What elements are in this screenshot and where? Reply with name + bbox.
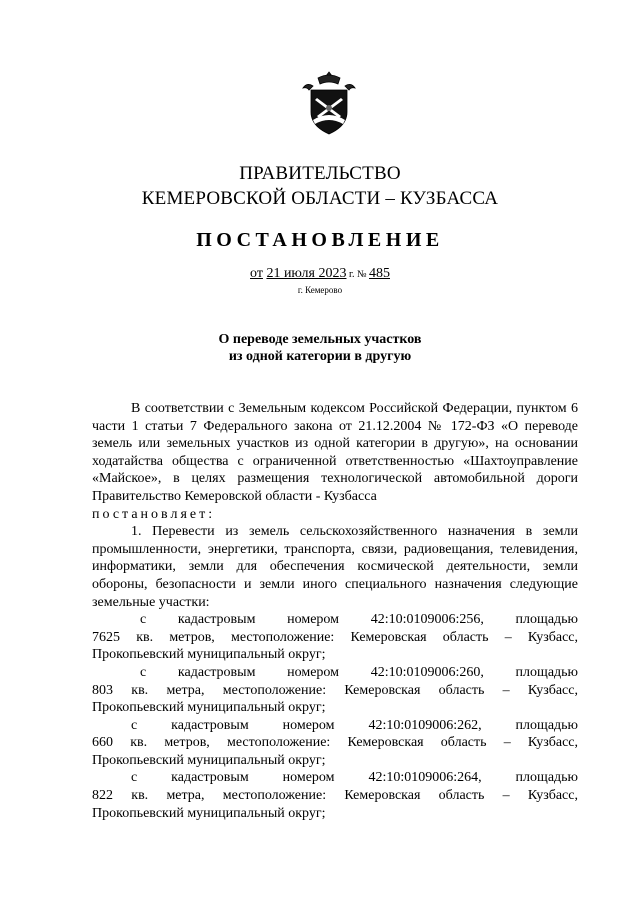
plot-entry — [92, 717, 578, 770]
plot-entry — [92, 664, 578, 717]
document-subject — [0, 331, 640, 365]
government-region: КЕМЕРОВСКОЙ ОБЛАСТИ – КУЗБАССА — [141, 188, 499, 209]
date-prefix: от — [250, 266, 263, 281]
plot-line: 660 кв. метров, местоположение: Кемеровская область – Кузбасс, — [92, 735, 578, 751]
plot-line: 803 кв. метра, местоположение: Кемеровская область – Кузбасс, — [92, 682, 578, 698]
resolves-word: постановляет: — [92, 506, 216, 522]
city: г. Кемерово — [297, 285, 343, 295]
document-date: 21 июля 2023 — [266, 266, 347, 281]
plot-line: Прокопьевский муниципальный округ; — [92, 805, 326, 821]
plot-line: Прокопьевский муниципальный округ; — [92, 752, 326, 768]
number-sign: № — [354, 269, 369, 280]
plot-line: с кадастровым номером 42:10:0109006:264, площадью — [131, 770, 578, 786]
subject-line-1: О переводе земельных участков — [218, 332, 422, 347]
plot-line: Прокопьевский муниципальный округ; — [92, 647, 326, 663]
plot-entry — [92, 611, 578, 664]
document-type: ПОСТАНОВЛЕНИЕ — [196, 229, 444, 251]
plot-line: с кадастровым номером 42:10:0109006:260, площадью — [140, 664, 578, 680]
plot-line: 7625 кв. метров, местоположение: Кемеровская область – Кузбасс, — [92, 629, 578, 645]
subject-line-2: из одной категории в другую — [228, 349, 412, 364]
year-suffix: г. — [346, 269, 355, 280]
plot-line: 822 кв. метра, местоположение: Кемеровская область – Кузбасс, — [92, 788, 578, 804]
plot-entry — [92, 769, 578, 822]
document-number: 485 — [369, 266, 390, 281]
plot-line: с кадастровым номером 42:10:0109006:262, площадью — [131, 717, 578, 733]
date-line — [0, 266, 640, 282]
item-1-paragraph: 1. Перевести из земель сельскохозяйственного назначения в земли промышленности, энергетики, транспорта, связи, радиовещания, телевидения, информатики, земли для обеспечения космической деятельности, земли обороны, безопасности и земли иного специального назначения следующие земельные участки: — [92, 524, 578, 610]
plot-line: Прокопьевский муниципальный округ; — [92, 700, 326, 716]
plot-line: с кадастровым номером 42:10:0109006:256, площадью — [140, 612, 578, 628]
government-title: ПРАВИТЕЛЬСТВО — [239, 163, 401, 184]
document-body — [92, 400, 578, 822]
preamble-paragraph: В соответствии с Земельным кодексом Российской Федерации, пунктом 6 части 1 статьи 7 Федерального закона от 21.12.2004 № 172-ФЗ «О переводе земель или земельных участков из одной категории в другую», на основании ходатайства общества с ограниченной ответственностью «Шахтоуправление «Майское», в целях размещения технологической автомобильной дороги Правительство Кемеровской области - Кузбасса — [92, 401, 578, 504]
coat-of-arms-emblem — [299, 68, 359, 140]
